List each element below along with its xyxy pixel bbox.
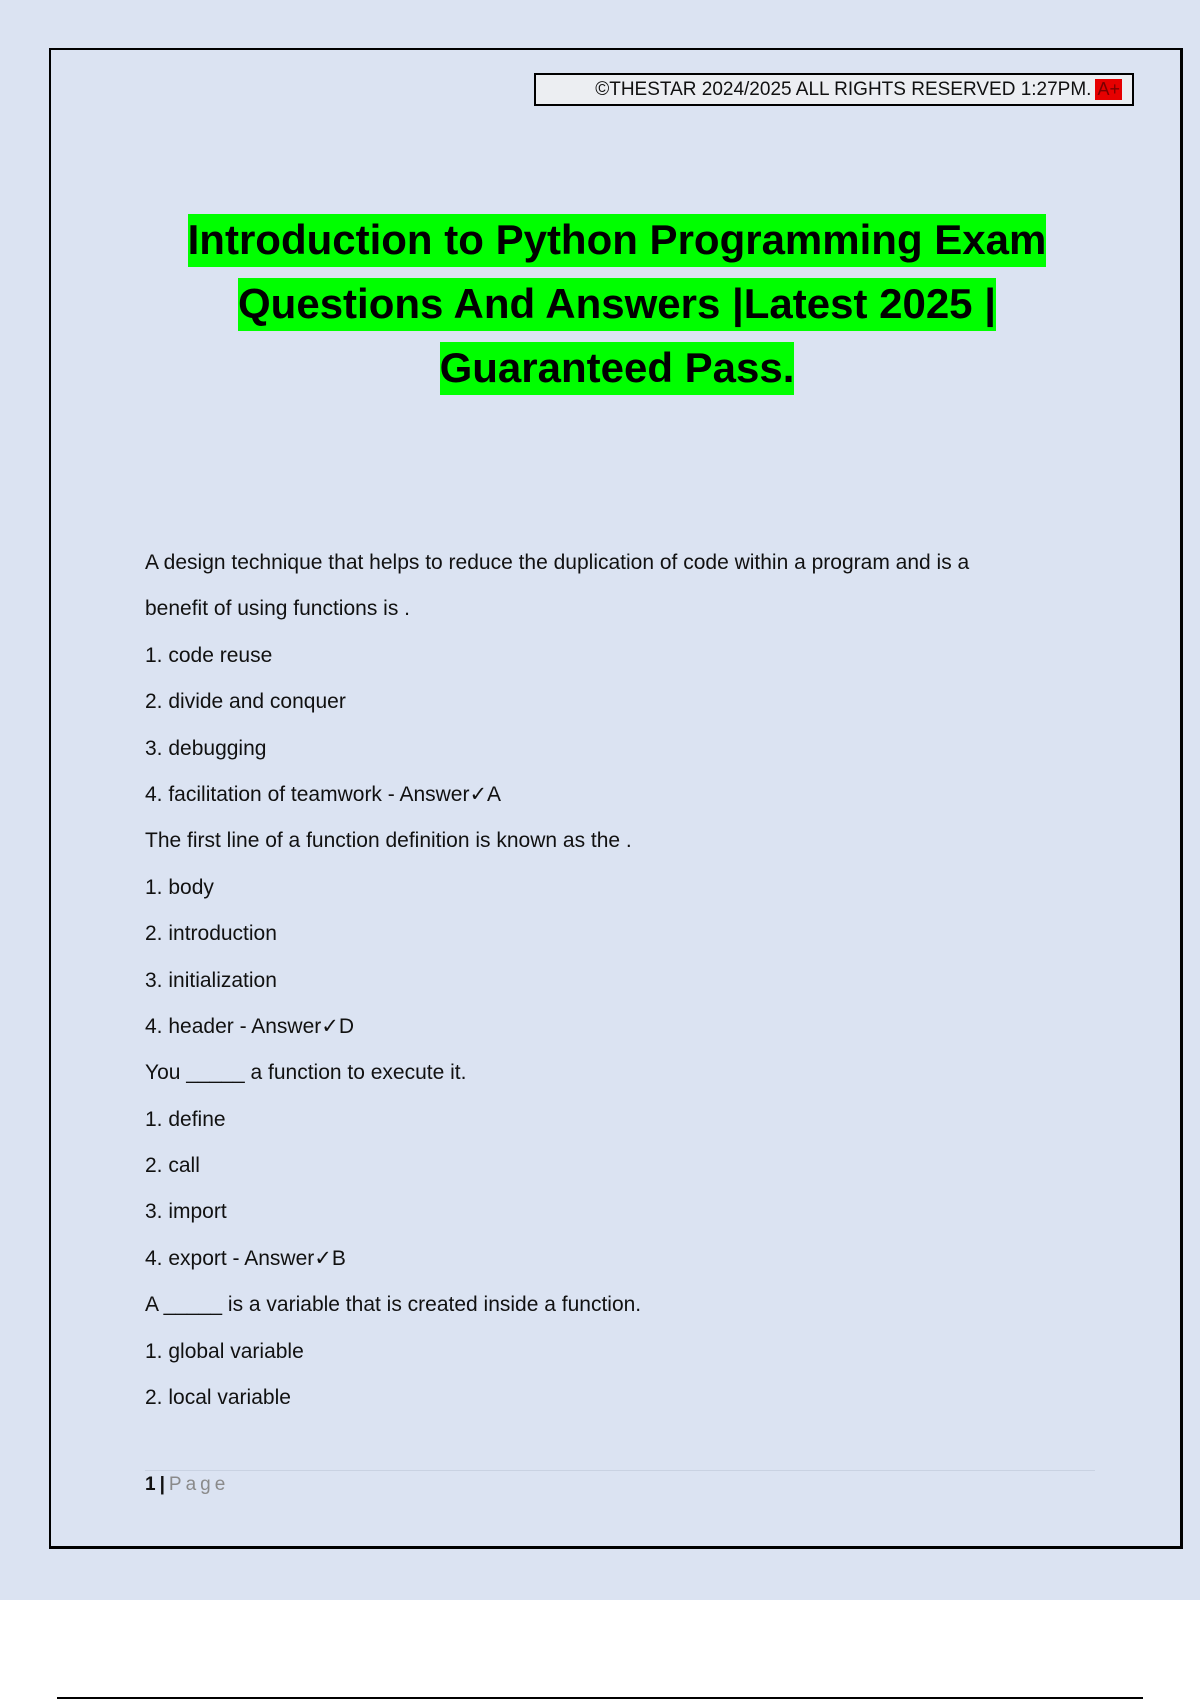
question-list (145, 540, 1085, 1421)
bottom-divider (57, 1697, 1143, 1699)
option-item: 2. introduction (145, 922, 277, 946)
option-item: 3. initialization (145, 968, 277, 992)
copyright-header (534, 73, 1134, 106)
footer-divider (145, 1470, 1095, 1471)
question-text: You _____ a function to execute it. (145, 1061, 467, 1085)
document-title (100, 208, 1134, 400)
option-item: 3. debugging (145, 736, 267, 760)
option-answer: 4. header - Answer✓D (145, 1014, 355, 1038)
grade-badge: A+ (1097, 79, 1120, 99)
page-label: Page (168, 1474, 230, 1495)
page-footer (145, 1474, 229, 1496)
title-line-1: Introduction to Python Programming Exam (188, 214, 1047, 267)
option-item: 1. code reuse (145, 643, 273, 667)
option-item: 2. divide and conquer (145, 690, 346, 714)
option-item: 1. body (145, 875, 214, 899)
option-answer: 4. export - Answer✓B (145, 1246, 346, 1270)
copyright-text: ©THESTAR 2024/2025 ALL RIGHTS RESERVED 1:27PM. (595, 78, 1092, 100)
option-item: 1. define (145, 1107, 226, 1131)
footer-separator: | (159, 1474, 165, 1495)
option-item: 2. local variable (145, 1386, 291, 1410)
option-answer: 4. facilitation of teamwork - Answer✓A (145, 782, 502, 806)
option-item: 3. import (145, 1200, 227, 1224)
question-text: The first line of a function definition is known as the . (145, 829, 632, 853)
option-item: 1. global variable (145, 1339, 304, 1363)
question-text: A design technique that helps to reduce the duplication of code within a program and is a (145, 551, 970, 574)
title-line-2: Questions And Answers |Latest 2025 | (238, 278, 996, 331)
question-text: benefit of using functions is . (145, 597, 410, 621)
title-line-3: Guaranteed Pass. (440, 342, 795, 395)
page-number: 1 (145, 1474, 156, 1495)
option-item: 2. call (145, 1154, 200, 1178)
question-text: A _____ is a variable that is created inside a function. (145, 1293, 642, 1317)
